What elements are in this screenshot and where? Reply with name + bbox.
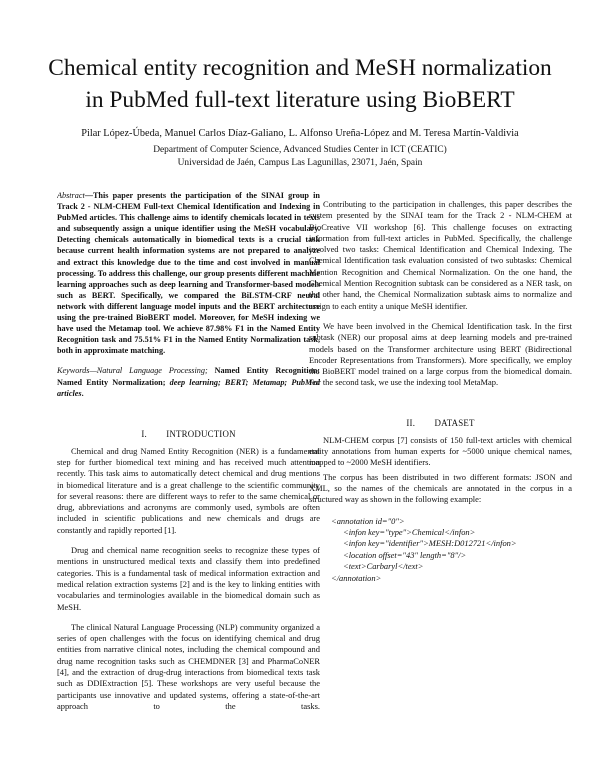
code-line-3: <infon key="identifier">MESH:D012721</infon> [343,538,517,549]
keywords-lead: Keywords [57,366,90,376]
title-line-2: in PubMed full-text literature using BioBERT [85,87,515,113]
section-heading-introduction: I. INTRODUCTION [141,428,236,439]
keywords-part-2: Named Entity Recognition; Named Entity Normalization; [57,366,320,387]
intro-paragraph-2: Drug and chemical name recognition seeks to recognize these types of mentions in unstructured medical texts and classify them into predefined categories. This is a fundamental task of medical information extraction and medical relation extraction systems [2] and is the key to linking entities with vocabularies and terminologies available in the biomedical domain such as MeSH. [57,545,320,612]
code-line-6: </annotation> [331,572,382,583]
abstract [57,190,320,356]
dataset-paragraph-2: The corpus has been distributed in two different formats: JSON and XML, so the names of the chemicals are annotated in the corpus in a structured way as shown in the following example: [309,471,572,505]
paper-title [30,52,570,116]
right-column-body [309,199,572,584]
affiliation-line-2: Universidad de Jaén, Campus Las Lagunillas, 23071, Jaén, Spain [177,158,423,168]
code-line-2: <infon key="type">Chemical</infon> [343,526,476,537]
keywords [57,365,320,398]
affiliation-line-1: Department of Computer Science, Advanced Studies Center in ICT (CEATIC) [153,145,447,155]
keywords-end: . [81,388,84,398]
affiliation [30,144,570,170]
section-heading-dataset: II. DATASET [406,417,475,428]
code-line-1: <annotation id="0"> [331,515,405,526]
abstract-lead: Abstract [57,191,85,200]
title-line-1: Chemical entity recognition and MeSH normalization [48,55,552,81]
xml-annotation-example [331,516,572,584]
intro-paragraph-5: We have been involved in the Chemical Identification task. In the first subtask (NER) our proposal aims at deep learning models and pre-trained models based on the Transformer architecture using BERT (Bidirectional Encoder Representations from Transformers). More specifically, we employ the BioBERT model trained on a large corpus from the biomedical domain. For the second task, we use the indexing tool MetaMap. [309,320,572,388]
code-line-4: <location offset="43" length="8"/> [343,549,467,560]
author-list: Pilar López-Úbeda, Manuel Carlos Díaz-Galiano, L. Alfonso Ureña-López and M. Teresa Martín-Valdivia [81,128,519,139]
code-line-5: <text>Carbaryl</text> [343,561,424,572]
left-column [57,190,320,750]
keywords-part-1: —Natural Language Processing; [89,366,208,376]
dataset-paragraph-1: NLM-CHEM corpus [7] consists of 150 full-text articles with chemical entity annotations from human experts for ~5000 unique chemical names, mapped to ~2000 MeSH identifiers. [309,434,572,468]
intro-paragraph-1: Chemical and drug Named Entity Recognition (NER) is a fundamental step for further biomedical text mining and has received much attention recently. This task aims to automatically detect chemical and drug mentions in biomedical literature and is a great challenge to the scientific community for several reasons: there are different ways to refer to the same chemical or drug, abbreviations and acronyms are commonly used, symbols are often included in scientific publications and new chemicals and drugs are constantly and rapidly reported [1]. [57,445,320,535]
abstract-text: —This paper presents the participation of the SINAI group in Track 2 - NLM-CHEM Full-text Chemical Identification and Indexing in PubMed articles. This challenge aims to identify chemicals located in texts and subsequently assign a unique identifier using the MeSH vocabulary. Detecting chemicals automatically in biomedical texts is a crucial task because current health information systems are not prepared to analyze and extract this knowledge due to the time and cost involved in manual processing. To address this challenge, our group presents different machine learning approaches such as deep learning and Transformer-based models such as BERT. Specifically, we compared the BiLSTM-CRF neural network with different language model inputs and the BERT architecture using the pre-trained BioBERT model. Moreover, for MeSH indexing we have used the Metamap tool. We achieve 87.98% F1 in the Named Entity Recognition task and 75.51% F1 in the Named Entity Normalization task, both in approximate matching. [57,191,320,356]
intro-paragraph-3: The clinical Natural Language Processing (NLP) community organized a series of open challenges with the focus on identifying chemical and drug entities from narrative clinical notes, including the chemical compound and drug name recognition tasks such as CHEMDNER [3] and PharmaCoNER [4], and the extraction of drug-drug interactions from biomedical texts task such as DDIExtraction [5]. These workshops are very useful because the participants use innovative and updated systems, offering a state-of-the-art approach to the tasks. [57,621,320,711]
keywords-part-3: deep learning; BERT; Metamap; PubMed articles [57,377,320,398]
intro-paragraph-4: Contributing to the participation in challenges, this paper describes the system presented by the SINAI team for the Track 2 - NLM-CHEM at BioCreative VII workshop [6]. This challenge focuses on extracting information from full-text articles in PubMed. Specifically, the challenge involved two tasks: Chemical Identification and Chemical Indexing. The Chemical Identification task evaluation consisted of two subtasks: Chemical Mention Recognition and Chemical Normalization. On the one hand, the Chemical Mention Recognition subtask can be considered as a NER task, on the other hand, the Chemical Normalization subtask aims to normalize and assign to each entity a unique MeSH identifier. [309,199,572,311]
